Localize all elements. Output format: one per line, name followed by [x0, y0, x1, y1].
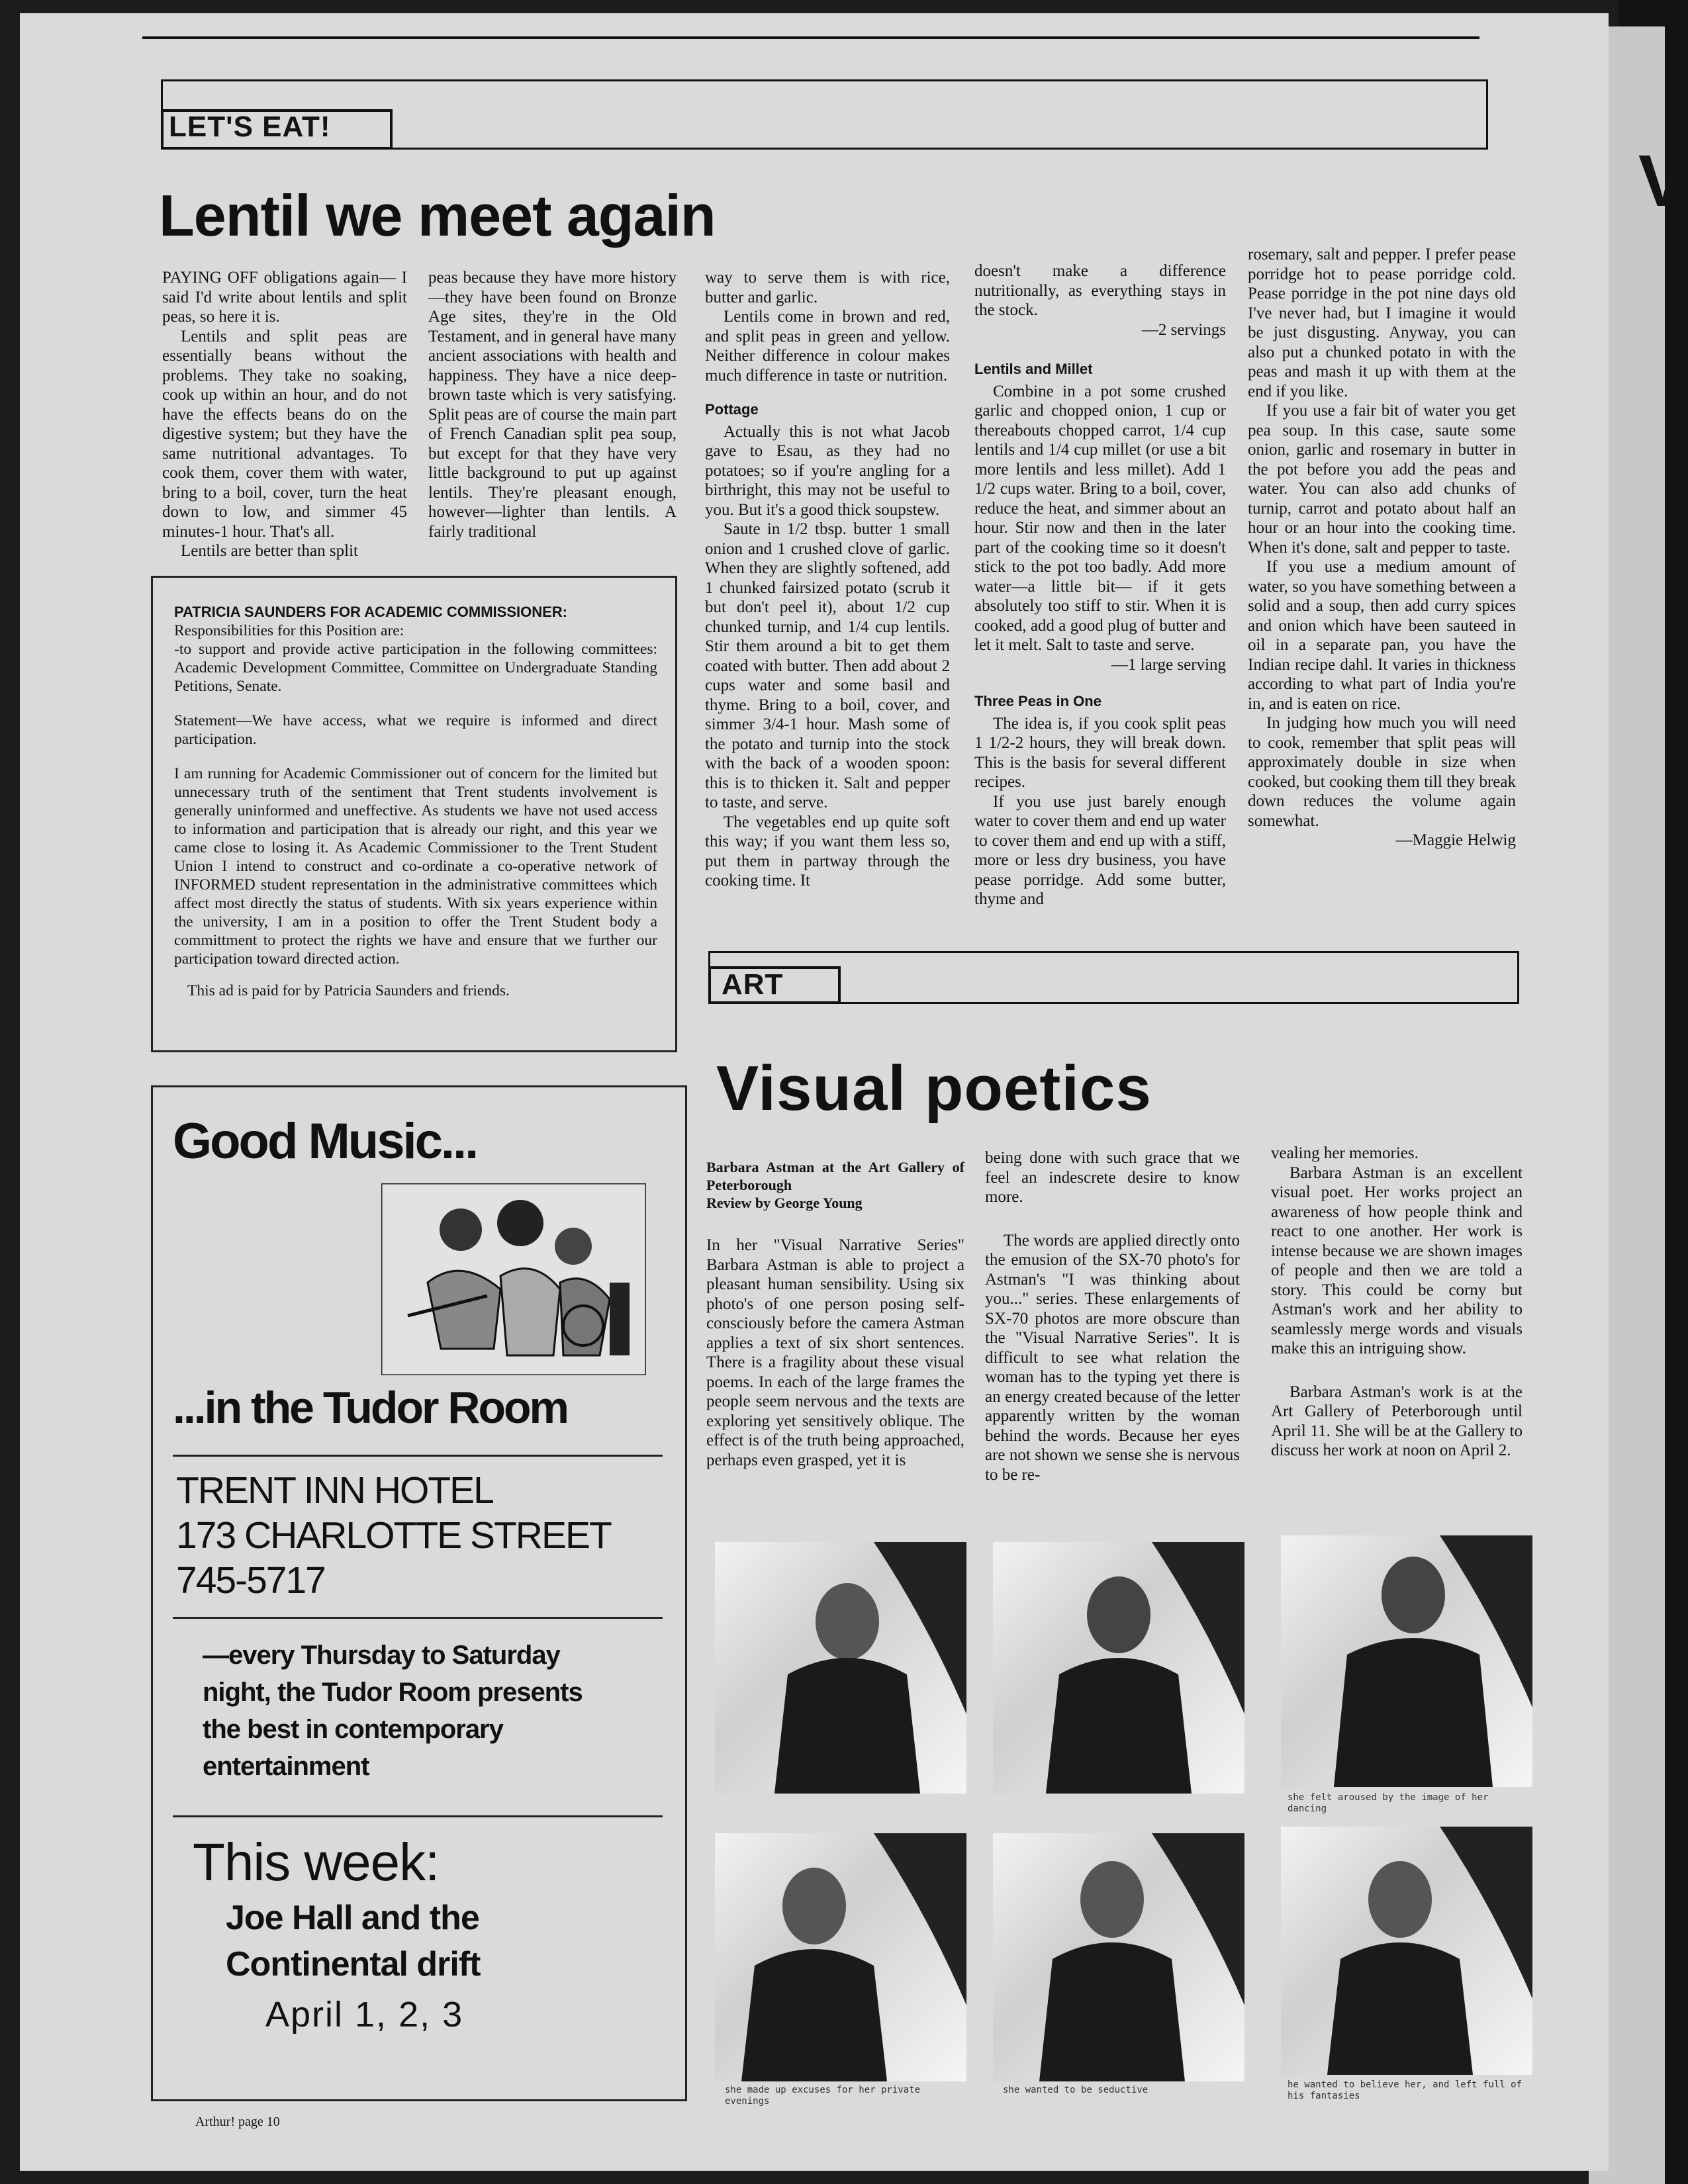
saunders-ad-paid-notice: This ad is paid for by Patricia Saunders and friends. [187, 982, 510, 999]
art-byline: Barbara Astman at the Art Gallery of Peterborough [706, 1159, 964, 1193]
art-paragraph: Barbara Astman is an excellent visual poet. Her works project an awareness of how people think and react to one another. Her work is intense because we are shown images of people and then we are told a story. This could be corny but Astman's work and her ability to seamlessly merge words and visuals make this an intriguing show. [1271, 1163, 1523, 1357]
lentil-paragraph: If you use a medium amount of water, so you have something between a solid and a soup, then add curry spices and onion which have been sauteed in oil in a separate pan, you have the Indian recipe dahl. It varies in thickness according to what part of India you're in, and is eaten on rice. [1248, 558, 1516, 713]
music-ad-box [151, 1085, 687, 2101]
artwork-photo [1281, 1535, 1532, 1787]
page-footer: Arthur! page 10 [195, 2115, 280, 2129]
lentil-paragraph: Saute in 1/2 tbsp. butter 1 small onion and 1 crushed clove of garlic. When they are slightly softened, add 1 chunked fairsized potato (scrub it but don't peel it), about 1/2 cup chunked turnip, and 1/4 cup lentils. Stir them around a bit to get them coated with butter. Then add about 2 cups water and some basil and thyme. Bring to a boil, cover, and simmer 3/4-1 hour. Mash some of the potato and turnip into the stock with the back of a wooden spoon: this is to thicken it. Salt and pepper to taste, and serve. [705, 520, 950, 811]
photo-caption: she wanted to be seductive [1003, 2085, 1149, 2095]
portrait-image [993, 1833, 1244, 2081]
artwork-photo [715, 1833, 966, 2081]
lentil-column-2 [428, 268, 677, 541]
next-page-big-letter: V [1638, 140, 1687, 222]
artwork-photo [715, 1542, 966, 1794]
lentil-paragraph: PAYING OFF obligations again— I said I'd write about lentils and split peas, so here it is. [162, 269, 407, 326]
artwork-photo [1281, 1827, 1532, 2075]
music-ad-address [176, 1468, 611, 1603]
recipe-heading-peas: Three Peas in One [974, 693, 1102, 709]
band-cartoon-illustration [381, 1183, 646, 1375]
portrait-image [1281, 1827, 1532, 2075]
music-ad-rule [173, 1617, 663, 1619]
photo-caption: she felt aroused by the image of her dancing [1288, 1792, 1489, 1814]
music-ad-this-week: This week: [193, 1833, 440, 1891]
lentil-paragraph: Lentils come in brown and red, and split peas in green and yellow. Neither difference in colour makes much difference in taste or nutrition. [705, 308, 950, 385]
art-column-3 [1271, 1144, 1523, 1461]
author-signature: —Maggie Helwig [1395, 831, 1516, 849]
lentil-paragraph: rosemary, salt and pepper. I prefer pease porridge hot to pease porridge cold. Pease porridge in the pot nine days old I've never had, but I imagine it would be just disgusting. Anyway, you can also put a chunked potato in with the peas and mash it up with them at the end if you like. [1248, 246, 1516, 400]
recipe-heading-pottage: Pottage [705, 401, 759, 418]
lentil-paragraph: In judging how much you will need to cook, remember that split peas will approximately double in size when cooked, but cooking them till they break down reduces the volume again somewhat. [1248, 714, 1516, 830]
top-rule [142, 36, 1479, 39]
servings-note: —1 large serving [1111, 655, 1226, 674]
saunders-ad-body: I am running for Academic Commissioner out of concern for the limited but unnecessary truth of the sentiment that Trent students involvement is generally uninformed and uneffective. As students we have not used access to information and participation that is already our right, and this year we came close to losing it. As Academic Commissioner to the Trent Student Union I intend to construct and co-ordinate a co-operative network of INFORMED student representation in the administrative committees which affect most directly the status of students. With six years experience within the university, I am in a position to offer the Trent Student body a committment to protect the rights we have and ensure that we further our participation toward directed action. [174, 765, 657, 968]
music-ad-tudor-room: ...in the Tudor Room [173, 1383, 567, 1433]
art-column-2 [985, 1148, 1240, 1484]
saunders-ad-responsibilities: Responsibilities for this Position are: [174, 622, 404, 639]
portrait-image [993, 1542, 1244, 1794]
art-paragraph: The words are applied directly onto the emusion of the SX-70 photo's for Astman's "I was thinking about you..." series. These enlargements of SX-70 photos are more obscure than the "Visual Narrative Series". It is difficult to see what relation the woman has to the typing yet there is an energy created because of the letter apparently written by the woman behind the words. Because her eyes are not shown we sense she is nervous to be re- [985, 1231, 1240, 1484]
lentil-paragraph: Lentils and split peas are essentially beans without the problems. They take no soaking, cook up within an hour, and do not have the effects beans do on the digestive system; but they have the same nutritional advantages. To cook them, cover them with water, bring to a boil, cover, turn the heat down to low, and simmer 45 minutes-1 hour. That's all. [162, 327, 407, 541]
music-ad-band: Joe Hall and the Continental drift [226, 1899, 481, 1983]
lentil-paragraph: The vegetables end up quite soft this way; if you want them less so, put them in partway through the cooking time. It [705, 813, 950, 889]
lentil-paragraph: If you use just barely enough water to cover them and end up water to cover them and end up with a stiff, more or less dry business, you have pease porridge. Add some butter, thyme and [974, 792, 1226, 908]
music-ad-every-week: —every Thursday to Saturday night, the Tudor Room presents the best in contemporary entertainment [203, 1641, 583, 1781]
recipe-heading-millet: Lentils and Millet [974, 361, 1093, 377]
portrait-image [715, 1833, 966, 2081]
art-paragraph: Barbara Astman's work is at the Art Gallery of Peterborough until April 11. She will be at the Gallery to discuss her work at noon on April 2. [1271, 1383, 1523, 1459]
portrait-image [1281, 1535, 1532, 1787]
headline-lentil: Lentil we meet again [159, 183, 716, 248]
section-label-eat: LET'S EAT! [169, 111, 331, 143]
lentil-paragraph: The idea is, if you cook split peas 1 1/2-2 hours, they will break down. This is the basis for several different recipes. [974, 714, 1226, 791]
art-column-1 [706, 1158, 964, 1470]
section-label-art: ART [722, 968, 784, 1001]
artwork-photo [993, 1833, 1244, 2081]
artwork-photo [993, 1542, 1244, 1794]
saunders-ad-responsibilities-detail: -to support and provide active participation in the following committees: Academic Development Committee, Committee on Undergraduate Standing Petitions, Senate. [174, 641, 657, 695]
saunders-ad-statement: Statement—We have access, what we require is informed and direct participation. [174, 712, 657, 748]
art-paragraph: being done with such grace that we feel an indescrete desire to know more. [985, 1149, 1240, 1206]
lentil-paragraph: Combine in a pot some crushed garlic and chopped onion, 1 cup or thereabouts chopped carrot, 1/4 cup lentils and 1/4 cup millet (or use a bit more lentils and less millet). Add 1 1/2 cups water. Bring to a boil, cover, reduce the heat, and simmer about an hour. Stir now and then in the later part of the cooking time so it doesn't stick to the pot too badly. Add more water—a little bit— if it gets absolutely too stiff to stir. When it is cooked, add a good plug of butter and let it melt. Salt to taste and serve. [974, 382, 1226, 654]
music-ad-rule [173, 1815, 663, 1817]
art-paragraph: vealing her memories. [1271, 1144, 1419, 1162]
music-ad-hotel-name: TRENT INN HOTEL [176, 1469, 493, 1512]
photo-caption: she made up excuses for her private evenings [725, 2085, 921, 2107]
lentil-paragraph: way to serve them is with rice, butter and garlic. [705, 269, 950, 306]
music-ad-dates: April 1, 2, 3 [265, 1995, 464, 2034]
portrait-image [715, 1542, 966, 1794]
art-paragraph: In her "Visual Narrative Series" Barbara Astman is able to project a pleasant human sensibility. Using six photo's of one person posing self-consciously before the camera Astman applies a text of six short sentences. There is a fragility about these visual poems. In each of the large frames the people seem nervous and the texts are exploring yet sensitively oblique. The effect is of the truth being approached, perhaps even grasped, yet it is [706, 1236, 964, 1469]
saunders-ad-box [151, 576, 677, 1052]
art-review-credit: Review by George Young [706, 1195, 863, 1211]
music-ad-good-music: Good Music... [173, 1113, 477, 1169]
lentil-column-4 [974, 261, 1226, 909]
lentil-paragraph: peas because they have more history—they have been found on Bronze Age sites, they're in the Old Testament, and in general have many ancient associations with health and happiness. They have a nice deep-brown taste which is very satisfying. Split peas are of course the main part of French Canadian split pea soup, but except for that they have very little background to put up against lentils. They're pleasant enough, however—lighter than lentils. A fairly traditional [428, 269, 677, 541]
lentil-paragraph: If you use a fair bit of water you get pea soup. In this case, saute some onion, garlic and rosemary in butter in the pot before you add the peas and water. You can also add chunks of turnip, carrot and potato about half an hour or an hour into the cooking time. When it's done, salt and pepper to taste. [1248, 402, 1516, 557]
headline-art: Visual poetics [716, 1053, 1152, 1124]
lentil-column-1 [162, 268, 407, 561]
lentil-paragraph: doesn't make a difference nutritionally, as everything stays in the stock. [974, 262, 1226, 319]
lentil-paragraph: Actually this is not what Jacob gave to Esau, as they had no potatoes; so if you're angling for a birthright, this may not be useful to you. But it's a good thick soupstew. [705, 422, 950, 519]
lentil-column-3 [705, 268, 950, 891]
photo-caption: he wanted to believe her, and left full of his fantasies [1288, 2079, 1523, 2101]
saunders-ad-heading: PATRICIA SAUNDERS FOR ACADEMIC COMMISSIONER: [174, 604, 567, 620]
lentil-column-5 [1248, 245, 1516, 850]
saunders-ad-text [174, 603, 657, 1000]
music-ad-phone: 745-5717 [176, 1559, 325, 1602]
music-ad-rule [173, 1455, 663, 1457]
lentil-paragraph: Lentils are better than split [181, 542, 358, 560]
servings-note: —2 servings [1141, 320, 1226, 339]
music-ad-street: 173 CHARLOTTE STREET [176, 1514, 611, 1557]
